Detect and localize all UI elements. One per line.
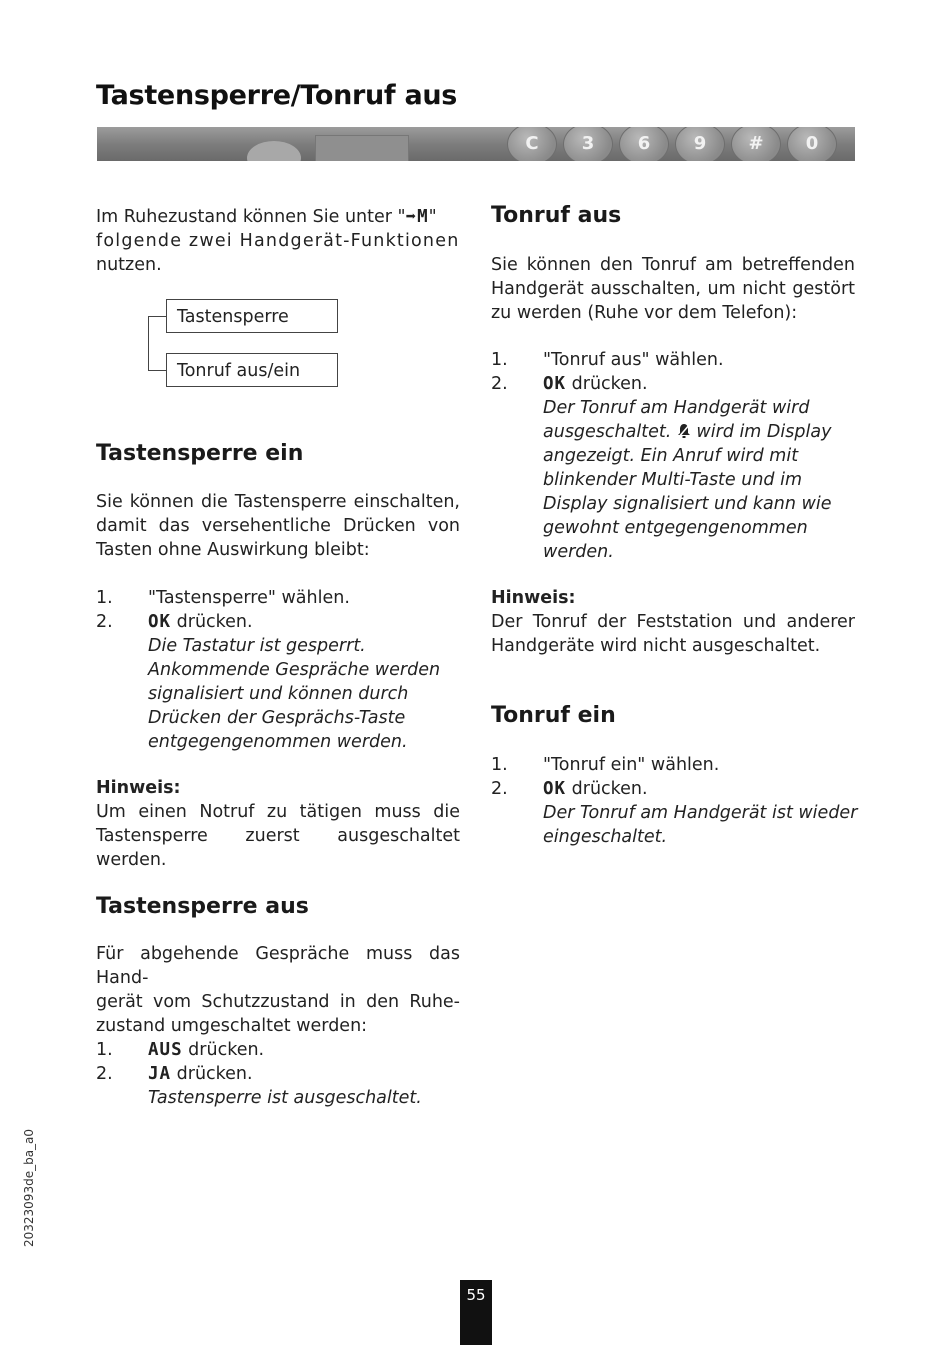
hint-label: Hinweis: — [491, 588, 576, 608]
page-number: 55 — [460, 1280, 492, 1345]
aus-key-icon: AUS — [148, 1040, 183, 1060]
step-text: AUS drücken. — [148, 1040, 265, 1060]
tonruf-aus-body: Sie können den Tonruf am betreffenden Handgerät ausschalten, um nicht gestört zu werden (Ruhe vor dem Telefon): — [491, 255, 855, 323]
result-line: signalisiert und können durch — [148, 684, 409, 704]
menu-bracket-bottom — [148, 370, 166, 371]
page-title: Tastensperre/Tonruf aus — [96, 80, 458, 111]
result-line: ausgeschaltet. wird im Display — [543, 422, 832, 442]
tastensperre-ein-hint — [96, 776, 460, 872]
intro-line3: nutzen. — [96, 255, 162, 275]
phone-display — [315, 135, 409, 161]
key-9-icon: 9 — [675, 127, 725, 161]
hint-text: Der Tonruf der Feststation und anderer Handgeräte wird nicht ausgeschaltet. — [491, 612, 855, 656]
step-number: 1. — [96, 1040, 113, 1060]
step-number: 1. — [491, 350, 508, 370]
step-text: OK drücken. — [543, 374, 648, 394]
tonruf-ein-steps — [491, 753, 858, 849]
key-hash-icon: # — [731, 127, 781, 161]
ok-key-icon: OK — [148, 612, 172, 632]
phone-keypad-banner — [97, 127, 855, 161]
step-text: "Tonruf aus" wählen. — [543, 350, 724, 370]
step-number: 1. — [491, 755, 508, 775]
result-line: Der Tonruf am Handgerät wird — [543, 398, 810, 418]
heading-tonruf-aus: Tonruf aus — [491, 203, 622, 228]
step-text: "Tastensperre" wählen. — [148, 588, 350, 608]
step-text: JA drücken. — [148, 1064, 253, 1084]
hint-label: Hinweis: — [96, 778, 181, 798]
tastensperre-aus-steps — [96, 1038, 460, 1110]
result-line: Display signalisiert und kann wie — [543, 494, 832, 514]
step-number: 1. — [96, 588, 113, 608]
key-3-icon: 3 — [563, 127, 613, 161]
result-line: Drücken der Gesprächs-Taste — [148, 708, 406, 728]
heading-tastensperre-ein: Tastensperre ein — [96, 441, 304, 466]
heading-tastensperre-aus: Tastensperre aus — [96, 894, 309, 919]
ja-key-icon: JA — [148, 1064, 172, 1084]
result-line: entgegengenommen werden. — [148, 732, 408, 752]
result-line: gewohnt entgegengenommen — [543, 518, 808, 538]
step-number: 2. — [96, 612, 113, 632]
tastensperre-aus-body: Für abgehende Gespräche muss das Hand- gerät vom Schutzzustand in den Ruhe- zustand umgeschaltet werden: — [96, 944, 460, 1036]
result-line: Der Tonruf am Handgerät ist wieder — [543, 803, 858, 823]
menu-item-tastensperre: Tastensperre — [166, 299, 338, 333]
document-code: 20323093de_ba_a0 — [22, 1128, 36, 1247]
intro-line1: Im Ruhezustand können Sie unter " — [96, 207, 406, 227]
ok-key-icon: OK — [543, 779, 567, 799]
menu-item-tonruf: Tonruf aus/ein — [166, 353, 338, 387]
step-text: "Tonruf ein" wählen. — [543, 755, 720, 775]
intro-text — [96, 205, 460, 277]
result-line: werden. — [543, 542, 614, 562]
phone-knob — [247, 141, 301, 161]
menu-bracket-top — [148, 316, 166, 317]
result-line: angezeigt. Ein Anruf wird mit — [543, 446, 799, 466]
result-line: Ankommende Gespräche werden — [148, 660, 441, 680]
intro-line2: folgende zwei Handgerät-Funktionen — [96, 231, 460, 251]
hint-text: Um einen Notruf zu tätigen muss die Tastensperre zuerst ausgeschaltet werden. — [96, 802, 460, 870]
menu-bracket — [148, 316, 149, 370]
bell-off-icon — [677, 423, 691, 439]
key-6-icon: 6 — [619, 127, 669, 161]
tonruf-aus-steps — [491, 348, 855, 566]
result-line: eingeschaltet. — [543, 827, 668, 847]
tastensperre-ein-steps — [96, 586, 460, 756]
ok-key-icon: OK — [543, 374, 567, 394]
result-line: Tastensperre ist ausgeschaltet. — [148, 1088, 422, 1108]
step-text: OK drücken. — [543, 779, 648, 799]
step-number: 2. — [491, 374, 508, 394]
step-text: OK drücken. — [148, 612, 253, 632]
key-0-icon: 0 — [787, 127, 837, 161]
heading-tonruf-ein: Tonruf ein — [491, 703, 616, 728]
result-line: Die Tastatur ist gesperrt. — [148, 636, 366, 656]
menu-symbol-icon: ➡M — [405, 207, 429, 227]
intro-quote: " — [428, 207, 437, 227]
step-number: 2. — [491, 779, 508, 799]
result-line: blinkender Multi-Taste und im — [543, 470, 803, 490]
step-number: 2. — [96, 1064, 113, 1084]
tonruf-aus-hint — [491, 586, 855, 658]
key-c-icon: C — [507, 127, 557, 161]
tastensperre-ein-body: Sie können die Tastensperre einschalten, damit das versehentliche Drücken von Tasten ohne Auswirkung bleibt: — [96, 492, 460, 560]
